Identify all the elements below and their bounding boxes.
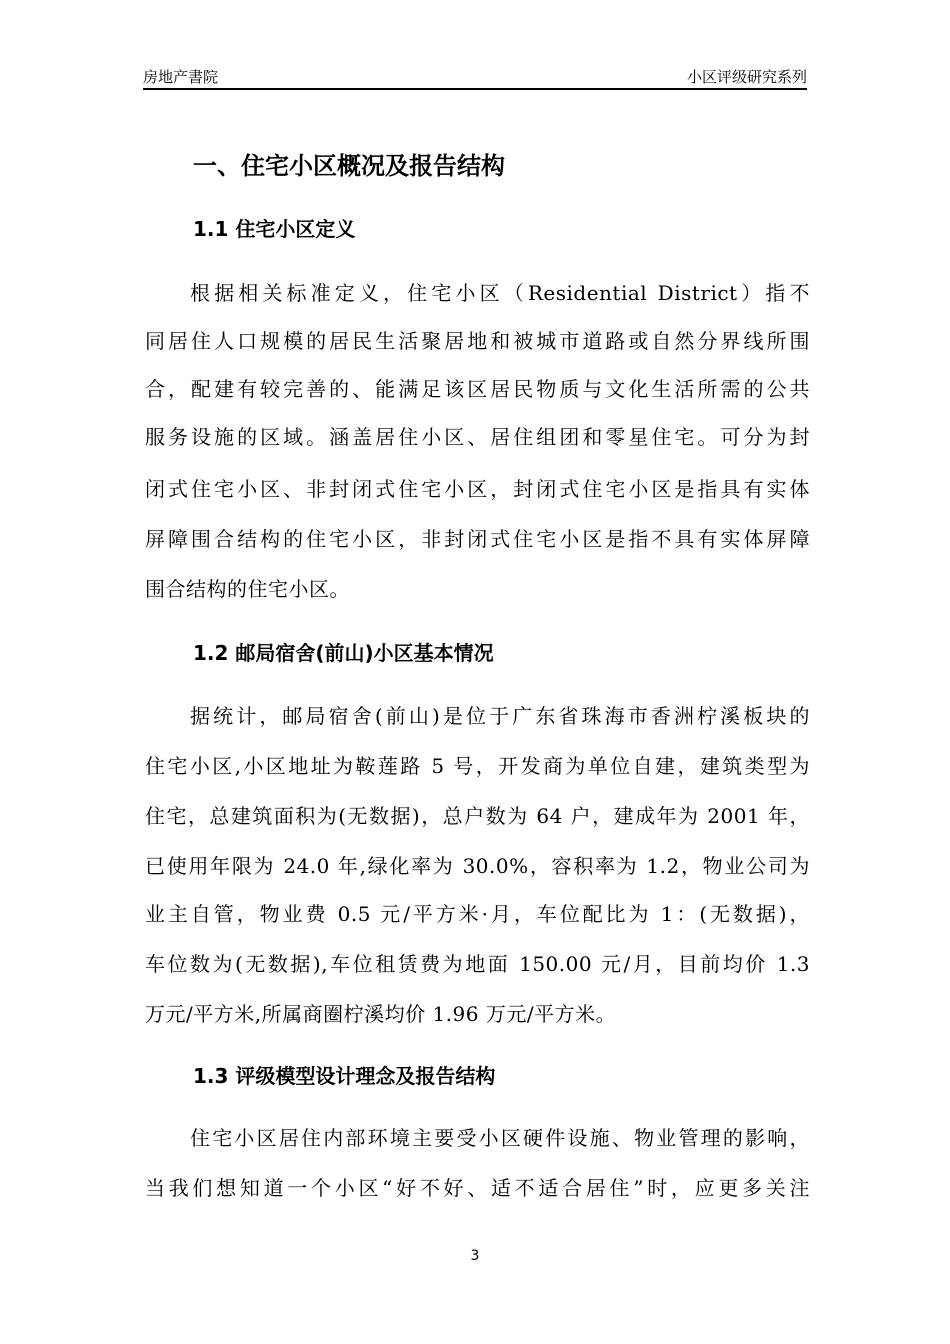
paragraph-line: 已使用年限为 24.0 年,绿化率为 30.0%，容积率为 1.2，物业公司为 — [145, 854, 810, 878]
header-publisher: 房地产書院 — [143, 68, 219, 86]
paragraph-line: 服务设施的区域。涵盖居住小区、居住组团和零星住宅。可分为封 — [145, 425, 810, 449]
section-title-1-1: 1.1 住宅小区定义 — [193, 217, 356, 241]
paragraph-line: 住宅，总建筑面积为(无数据)，总户数为 64 户，建成年为 2001 年， — [145, 804, 810, 828]
paragraph-line: 业主自管，物业费 0.5 元/平方米·月，车位配比为 1：(无数据)， — [145, 902, 810, 926]
paragraph-line: 同居住人口规模的居民生活聚居地和被城市道路或自然分界线所围 — [145, 329, 810, 353]
page-header — [143, 64, 807, 90]
header-series-title: 小区评级研究系列 — [686, 68, 807, 86]
paragraph-line: 围合结构的住宅小区。 — [145, 577, 350, 601]
paragraph-line: 万元/平方米,所属商圈柠溪均价 1.96 万元/平方米。 — [145, 1002, 617, 1026]
chapter-title: 一、住宅小区概况及报告结构 — [193, 152, 505, 180]
paragraph-line: 屏障围合结构的住宅小区，非封闭式住宅小区是指不具有实体屏障 — [145, 527, 810, 551]
page-number: 3 — [470, 1248, 480, 1264]
paragraph-line: 合，配建有较完善的、能满足该区居民物质与文化生活所需的公共 — [145, 377, 810, 401]
paragraph-line: 住宅小区,小区地址为鞍莲路 5 号，开发商为单位自建，建筑类型为 — [145, 754, 810, 778]
paragraph-line: 据统计，邮局宿舍(前山)是位于广东省珠海市香洲柠溪板块的 — [190, 704, 810, 728]
paragraph-line: 根据相关标准定义，住宅小区（Residential District）指不 — [190, 281, 810, 305]
section-title-1-2: 1.2 邮局宿舍(前山)小区基本情况 — [193, 641, 494, 665]
paragraph-line: 当我们想知道一个小区“好不好、适不适合居住”时，应更多关注 — [145, 1176, 810, 1200]
paragraph-line: 车位数为(无数据),车位租赁费为地面 150.00 元/月，目前均价 1.3 — [145, 952, 810, 976]
paragraph-line: 闭式住宅小区、非封闭式住宅小区，封闭式住宅小区是指具有实体 — [145, 477, 810, 501]
paragraph-line: 住宅小区居住内部环境主要受小区硬件设施、物业管理的影响， — [190, 1126, 810, 1150]
section-title-1-3: 1.3 评级模型设计理念及报告结构 — [193, 1064, 496, 1088]
